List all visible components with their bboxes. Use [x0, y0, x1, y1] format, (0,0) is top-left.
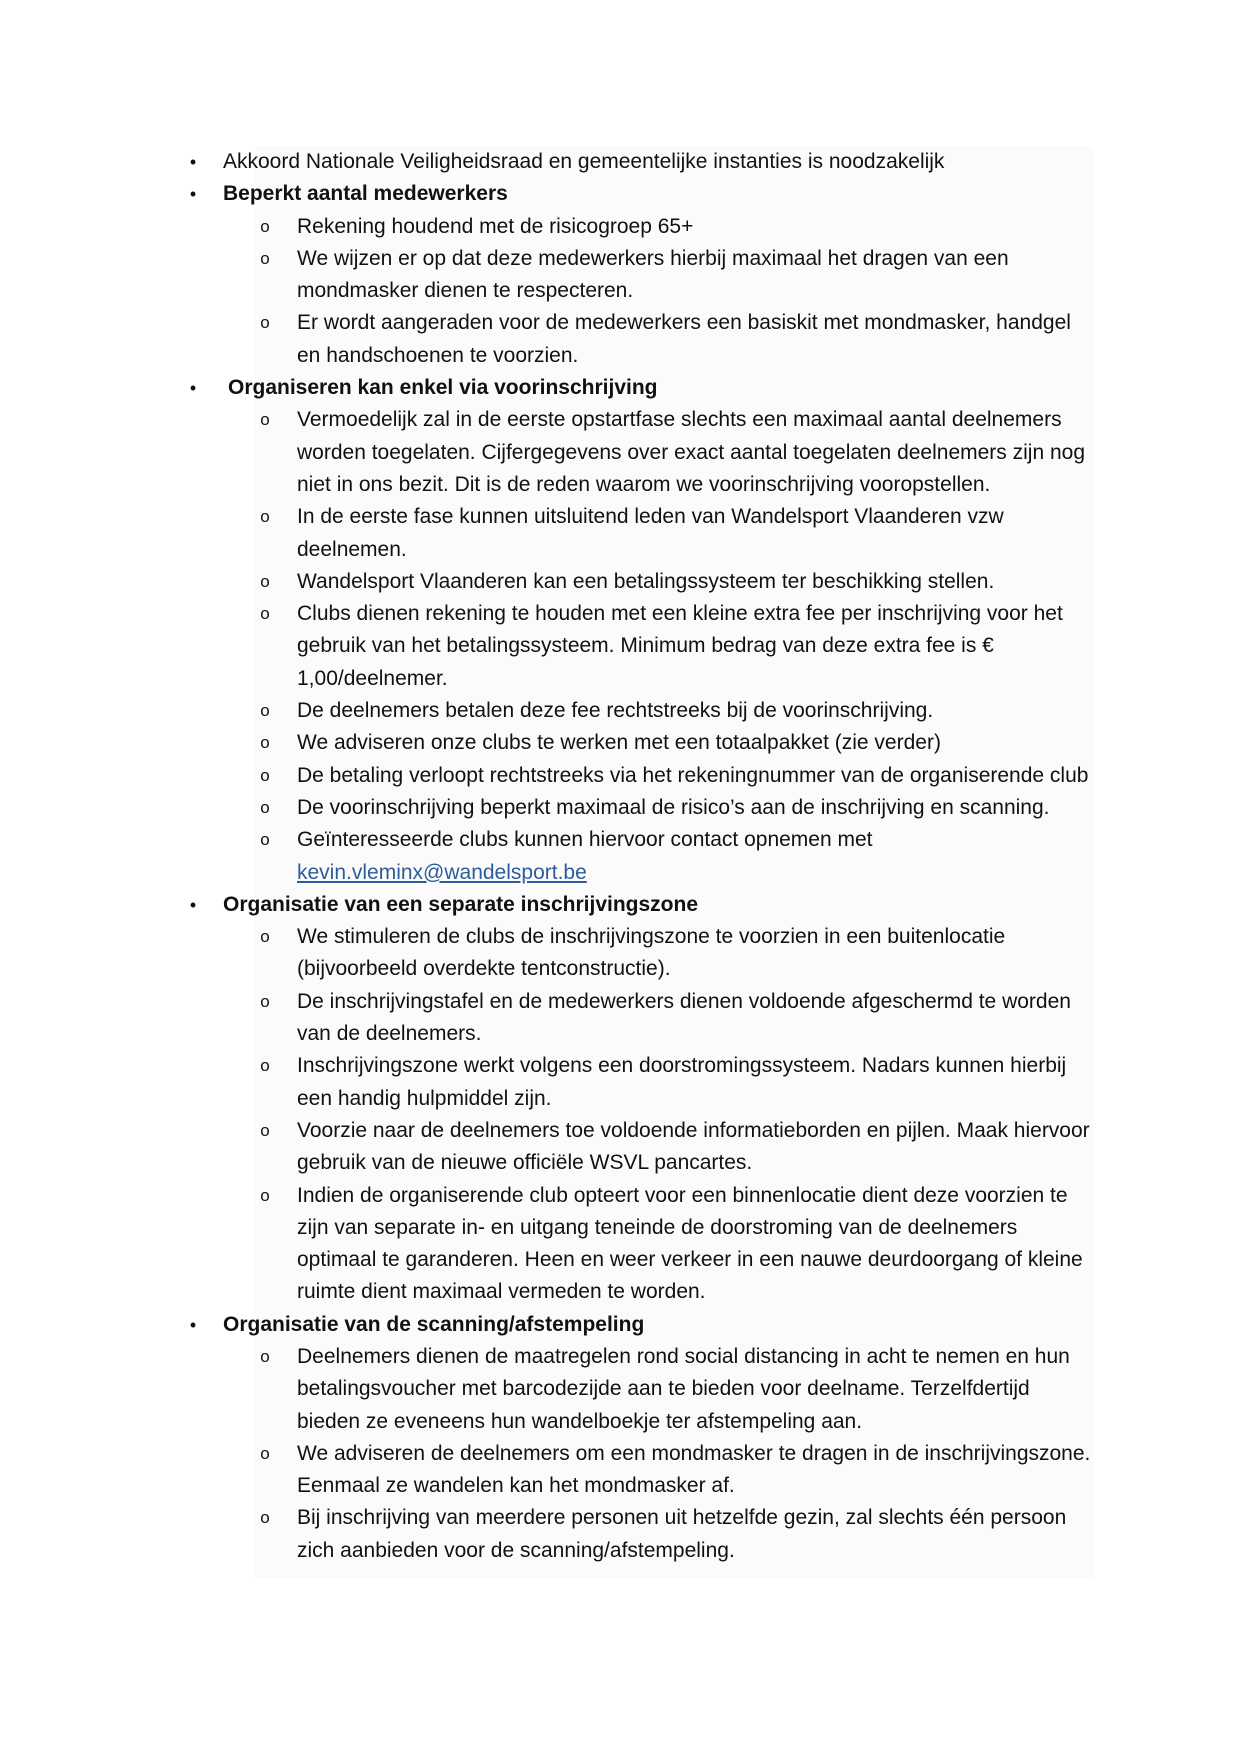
- circle-bullet-icon: o: [260, 507, 270, 527]
- bullet-icon: •: [189, 894, 197, 915]
- sub-item: o Indien de organiserende club opteert voor een binnenlocatie dient deze voorzien te zijn van separate in- en uitgang teneinde de doorstroming van de deelnemers optimaal te garanderen. Heen en weer verkeer in een nauwe deurdoorgang of kleine ruimte dient maximaal vermeden te worden.: [183, 1180, 1093, 1309]
- circle-bullet-icon: o: [260, 410, 270, 430]
- sub-item: o De betaling verloopt rechtstreeks via het rekeningnummer van de organiserende club: [183, 760, 1093, 792]
- sub-list: [223, 211, 1093, 372]
- circle-bullet-icon: o: [260, 571, 270, 591]
- sub-item: o We adviseren de deelnemers om een mondmasker te dragen in de inschrijvingszone. Eenmaal ze wandelen kan het mondmasker af.: [183, 1438, 1093, 1503]
- bullet-text: Akkoord Nationale Veiligheidsraad en gemeentelijke instanties is noodzakelijk: [223, 150, 945, 173]
- bullet-icon: •: [189, 1314, 197, 1335]
- sub-item: o Er wordt aangeraden voor de medewerkers een basiskit met mondmasker, handgel en handschoenen te voorzien.: [183, 307, 1093, 372]
- sub-list: [223, 1341, 1093, 1567]
- bullet-icon: •: [189, 152, 197, 172]
- bullet-item-staff: [183, 178, 1093, 372]
- sub-item: o De deelnemers betalen deze fee rechtstreeks bij de voorinschrijving.: [183, 695, 1093, 727]
- section-heading: Beperkt aantal medewerkers: [223, 182, 508, 206]
- contact-text: Geïnteresseerde clubs kunnen hiervoor contact opnemen met: [297, 828, 873, 852]
- sub-item: o Rekening houdend met de risicogroep 65+: [183, 211, 1093, 243]
- circle-bullet-icon: o: [260, 1120, 270, 1140]
- sub-item: o Inschrijvingszone werkt volgens een doorstromingssysteem. Nadars kunnen hierbij een handig hulpmiddel zijn.: [183, 1050, 1093, 1115]
- sub-item: o Deelnemers dienen de maatregelen rond social distancing in acht te nemen en hun betalingsvoucher met barcodezijde aan te bieden voor deelname. Terzelfdertijd bieden ze eveneens hun wandelboekje ter afstempeling aan.: [183, 1341, 1093, 1438]
- circle-bullet-icon: o: [260, 248, 270, 268]
- circle-bullet-icon: o: [260, 1346, 270, 1366]
- circle-bullet-icon: o: [260, 313, 270, 333]
- sub-item: o We stimuleren de clubs de inschrijvingszone te voorzien in een buitenlocatie (bijvoorbeeld overdekte tentconstructie).: [183, 921, 1093, 986]
- bullet-item-preregistration: [183, 372, 1093, 889]
- circle-bullet-icon: o: [260, 765, 270, 785]
- contact-email-link[interactable]: kevin.vleminx@wandelsport.be: [297, 860, 587, 884]
- bullet-item-approval: [183, 146, 1093, 178]
- sub-list: [223, 921, 1093, 1309]
- sub-item: o We wijzen er op dat deze medewerkers hierbij maximaal het dragen van een mondmasker dienen te respecteren.: [183, 243, 1093, 308]
- circle-bullet-icon: o: [260, 216, 270, 236]
- circle-bullet-icon: o: [260, 1508, 270, 1528]
- circle-bullet-icon: o: [260, 1443, 270, 1463]
- sub-item: o We adviseren onze clubs te werken met een totaalpakket (zie verder): [183, 727, 1093, 759]
- sub-item: o Clubs dienen rekening te houden met een kleine extra fee per inschrijving voor het gebruik van het betalingssysteem. Minimum bedrag van deze extra fee is € 1,00/deelnemer.: [183, 598, 1093, 695]
- sub-item: o Vermoedelijk zal in de eerste opstartfase slechts een maximaal aantal deelnemers worden toegelaten. Cijfergegevens over exact aantal toegelaten deelnemers zijn nog niet in ons bezit. Dit is de reden waarom we voorinschrijving vooropstellen.: [183, 404, 1093, 501]
- bullet-item-registration-zone: [183, 889, 1093, 1309]
- section-heading: Organisatie van de scanning/afstempeling: [223, 1312, 645, 1336]
- circle-bullet-icon: o: [260, 1056, 270, 1076]
- circle-bullet-icon: o: [260, 701, 270, 721]
- circle-bullet-icon: o: [260, 604, 270, 624]
- circle-bullet-icon: o: [260, 797, 270, 817]
- section-heading: Organiseren kan enkel via voorinschrijving: [228, 376, 658, 400]
- sub-item: o Voorzie naar de deelnemers toe voldoende informatieborden en pijlen. Maak hiervoor gebruik van de nieuwe officiële WSVL pancartes.: [183, 1115, 1093, 1180]
- sub-list: [228, 404, 1093, 888]
- bullet-item-scanning: [183, 1309, 1093, 1567]
- bullet-list: [183, 146, 1093, 1567]
- sub-item: o Bij inschrijving van meerdere personen uit hetzelfde gezin, zal slechts één persoon zich aanbieden voor de scanning/afstempeling.: [183, 1502, 1093, 1567]
- circle-bullet-icon: o: [260, 927, 270, 947]
- document-body: [183, 146, 1093, 1567]
- circle-bullet-icon: o: [260, 733, 270, 753]
- circle-bullet-icon: o: [260, 1185, 270, 1205]
- sub-item: o De inschrijvingstafel en de medewerkers dienen voldoende afgeschermd te worden van de deelnemers.: [183, 986, 1093, 1051]
- section-heading: Organisatie van een separate inschrijvingszone: [223, 892, 699, 916]
- circle-bullet-icon: o: [260, 830, 270, 850]
- sub-item: o De voorinschrijving beperkt maximaal de risico’s aan de inschrijving en scanning.: [183, 792, 1093, 824]
- sub-item-contact: [183, 824, 1093, 889]
- circle-bullet-icon: o: [260, 991, 270, 1011]
- sub-item: o Wandelsport Vlaanderen kan een betalingssysteem ter beschikking stellen.: [183, 566, 1093, 598]
- sub-item: o In de eerste fase kunnen uitsluitend leden van Wandelsport Vlaanderen vzw deelnemen.: [183, 501, 1093, 566]
- bullet-icon: •: [189, 184, 197, 205]
- bullet-icon: •: [189, 378, 197, 399]
